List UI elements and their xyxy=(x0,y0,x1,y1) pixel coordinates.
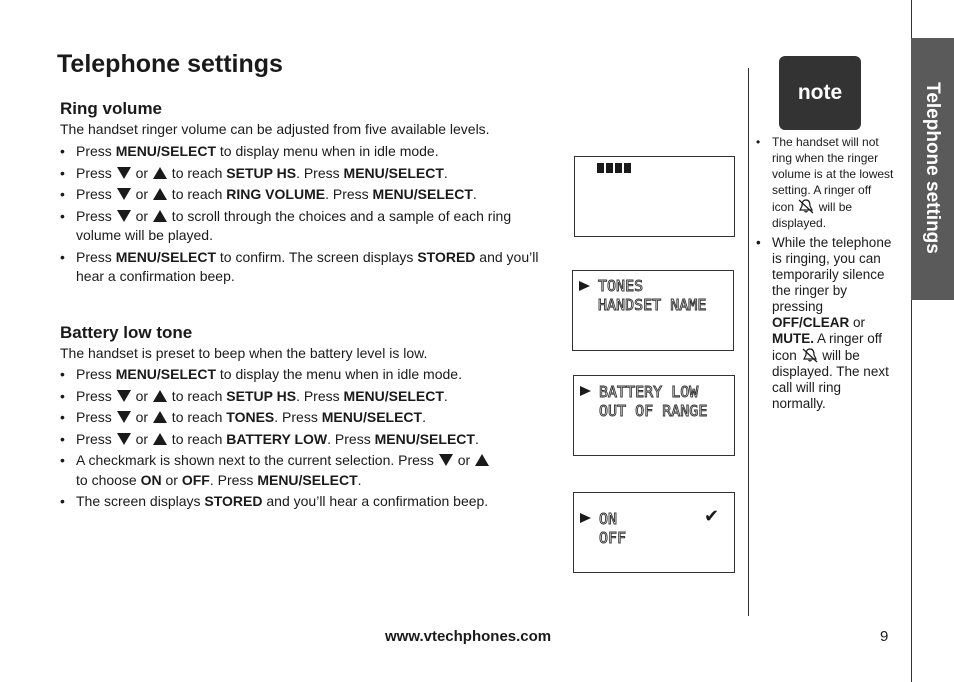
up-arrow-icon xyxy=(153,167,167,179)
note-label: note xyxy=(797,81,843,104)
lcd-line: OFF xyxy=(599,529,627,547)
lcd-line: HANDSET NAME xyxy=(598,296,707,314)
note-list xyxy=(756,134,896,231)
list-item: • The screen displays STORED and you’ll hear a confirmation beep. xyxy=(60,492,545,512)
ring-volume-steps xyxy=(60,142,545,289)
lcd-screen-idle xyxy=(574,156,735,237)
battery-low-intro: The handset is preset to beep when the battery level is low. xyxy=(60,345,428,361)
battery-low-steps xyxy=(60,365,545,514)
battery-icon xyxy=(597,163,631,173)
list-item: • Press MENU/SELECT to confirm. The screen displays STORED and you’ll hear a confirmation beep. xyxy=(60,248,545,287)
lcd-screen-battery-low xyxy=(573,375,735,456)
column-divider xyxy=(748,68,749,616)
list-item: • Press or to reach SETUP HS. Press MENU/SELECT. xyxy=(60,387,545,407)
note-badge xyxy=(779,56,861,130)
down-arrow-icon xyxy=(117,188,131,200)
list-item: • A checkmark is shown next to the current selection. Press or to choose ON or OFF. Press MENU/SELECT. xyxy=(60,451,545,490)
page-number: 9 xyxy=(880,628,889,645)
down-arrow-icon xyxy=(117,167,131,179)
pointer-arrow-icon xyxy=(580,513,591,523)
up-arrow-icon xyxy=(475,454,489,466)
down-arrow-icon xyxy=(117,390,131,402)
down-arrow-icon xyxy=(117,411,131,423)
ringer-off-icon xyxy=(801,347,819,363)
up-arrow-icon xyxy=(153,390,167,402)
ringer-off-icon xyxy=(797,198,815,214)
up-arrow-icon xyxy=(153,433,167,445)
list-item: • Press or to scroll through the choices and a sample of each ring volume will be played. xyxy=(60,207,545,246)
lcd-line: BATTERY LOW xyxy=(599,383,699,401)
down-arrow-icon xyxy=(117,433,131,445)
list-item: • Press or to reach TONES. Press MENU/SELECT. xyxy=(60,408,545,428)
checkmark-icon: ✔ xyxy=(704,506,720,527)
page-title: Telephone settings xyxy=(57,50,283,78)
battery-low-heading: Battery low tone xyxy=(60,323,193,342)
note-list xyxy=(756,235,896,412)
list-item: • Press or to reach BATTERY LOW. Press MENU/SELECT. xyxy=(60,430,545,450)
down-arrow-icon xyxy=(439,454,453,466)
lcd-line: TONES xyxy=(598,277,644,295)
lcd-line: OUT OF RANGE xyxy=(599,402,708,420)
list-item: • Press MENU/SELECT to display the menu when in idle mode. xyxy=(60,365,545,385)
lcd-line: ON xyxy=(599,510,618,528)
footer-url: www.vtechphones.com xyxy=(385,628,552,645)
section-tab-label: Telephone settings xyxy=(922,82,943,254)
ring-volume-intro: The handset ringer volume can be adjusted from five available levels. xyxy=(60,121,490,137)
up-arrow-icon xyxy=(153,188,167,200)
lcd-screen-tones xyxy=(572,270,734,351)
list-item: • Press MENU/SELECT to display menu when in idle mode. xyxy=(60,142,545,162)
list-item: • The handset will not ring when the ringer volume is at the lowest setting. A ringer off icon will be displayed. xyxy=(756,134,896,231)
lcd-screen-on-off xyxy=(573,492,735,573)
list-item: • Press or to reach SETUP HS. Press MENU/SELECT. xyxy=(60,164,545,184)
down-arrow-icon xyxy=(117,210,131,222)
pointer-arrow-icon xyxy=(580,386,591,396)
list-item: • Press or to reach RING VOLUME. Press MENU/SELECT. xyxy=(60,185,545,205)
up-arrow-icon xyxy=(153,210,167,222)
ring-volume-heading: Ring volume xyxy=(60,99,163,118)
up-arrow-icon xyxy=(153,411,167,423)
pointer-arrow-icon xyxy=(579,281,590,291)
list-item: • While the telephone is ringing, you can temporarily silence the ringer by pressing OFF/CLEAR or MUTE. A ringer off icon will be displayed. The next call will ring normally. xyxy=(756,235,896,412)
